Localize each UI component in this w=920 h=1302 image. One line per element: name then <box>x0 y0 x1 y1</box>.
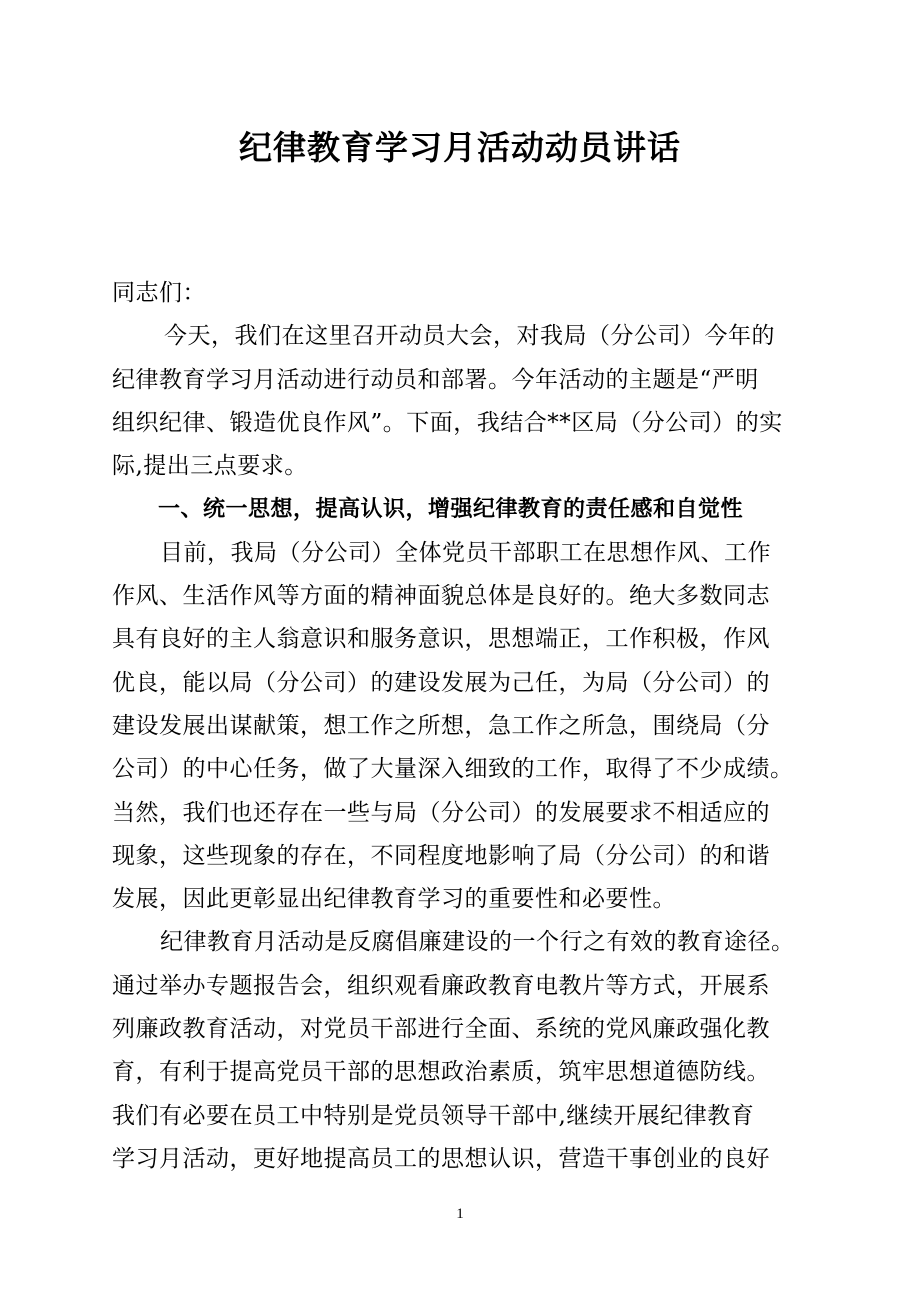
intro-line: 组织纪律、锻造优良作风”。下面，我结合**区局（分公司）的实 <box>112 409 783 436</box>
intro-line: 际,提出三点要求。 <box>112 453 308 480</box>
section-heading: 一、统一思想，提高认识，增强纪律教育的责任感和自觉性 <box>158 497 744 523</box>
page-title: 纪律教育学习月活动动员讲话 <box>239 128 681 167</box>
salutation: 同志们： <box>112 280 206 306</box>
paragraph1-line: 优良，能以局（分公司）的建设发展为己任，为局（分公司）的 <box>112 669 770 696</box>
paragraph1-line: 公司）的中心任务，做了大量深入细致的工作，取得了不少成绩。 <box>112 756 794 783</box>
paragraph2-line: 纪律教育月活动是反腐倡廉建设的一个行之有效的教育途径。 <box>160 929 795 956</box>
document-body <box>112 272 812 1181</box>
paragraph1-line: 具有良好的主人翁意识和服务意识，思想端正，工作积极，作风 <box>112 626 770 653</box>
paragraph2-line: 通过举办专题报告会，组织观看廉政教育电教片等方式，开展系 <box>112 972 770 999</box>
paragraph2-line: 育，有利于提高党员干部的思想政治素质，筑牢思想道德防线。 <box>112 1059 770 1086</box>
paragraph1-line: 作风、生活作风等方面的精神面貌总体是良好的。绝大多数同志 <box>112 583 770 610</box>
intro-line: 今天，我们在这里召开动员大会，对我局（分公司）今年的 <box>164 323 775 350</box>
paragraph2-line: 列廉政教育活动，对党员干部进行全面、系统的党风廉政强化教 <box>112 1016 770 1043</box>
paragraph2-line: 学习月活动，更好地提高员工的思想认识，营造干事创业的良好 <box>112 1145 770 1172</box>
paragraph1-line: 发展，因此更彰显出纪律教育学习的重要性和必要性。 <box>112 886 676 913</box>
intro-line: 纪律教育学习月活动进行动员和部署。今年活动的主题是“严明 <box>112 366 759 393</box>
paragraph1-line: 建设发展出谋献策，想工作之所想，急工作之所急，围绕局（分 <box>112 712 770 739</box>
page-number: 1 <box>456 1206 464 1222</box>
paragraph1-line: 目前，我局（分公司）全体党员干部职工在思想作风、工作 <box>160 539 771 566</box>
paragraph2-line: 我们有必要在员工中特别是党员领导干部中,继续开展纪律教育 <box>112 1102 755 1129</box>
paragraph1-line: 当然，我们也还存在一些与局（分公司）的发展要求不相适应的 <box>112 799 770 826</box>
paragraph1-line: 现象，这些现象的存在，不同程度地影响了局（分公司）的和谐 <box>112 842 770 869</box>
